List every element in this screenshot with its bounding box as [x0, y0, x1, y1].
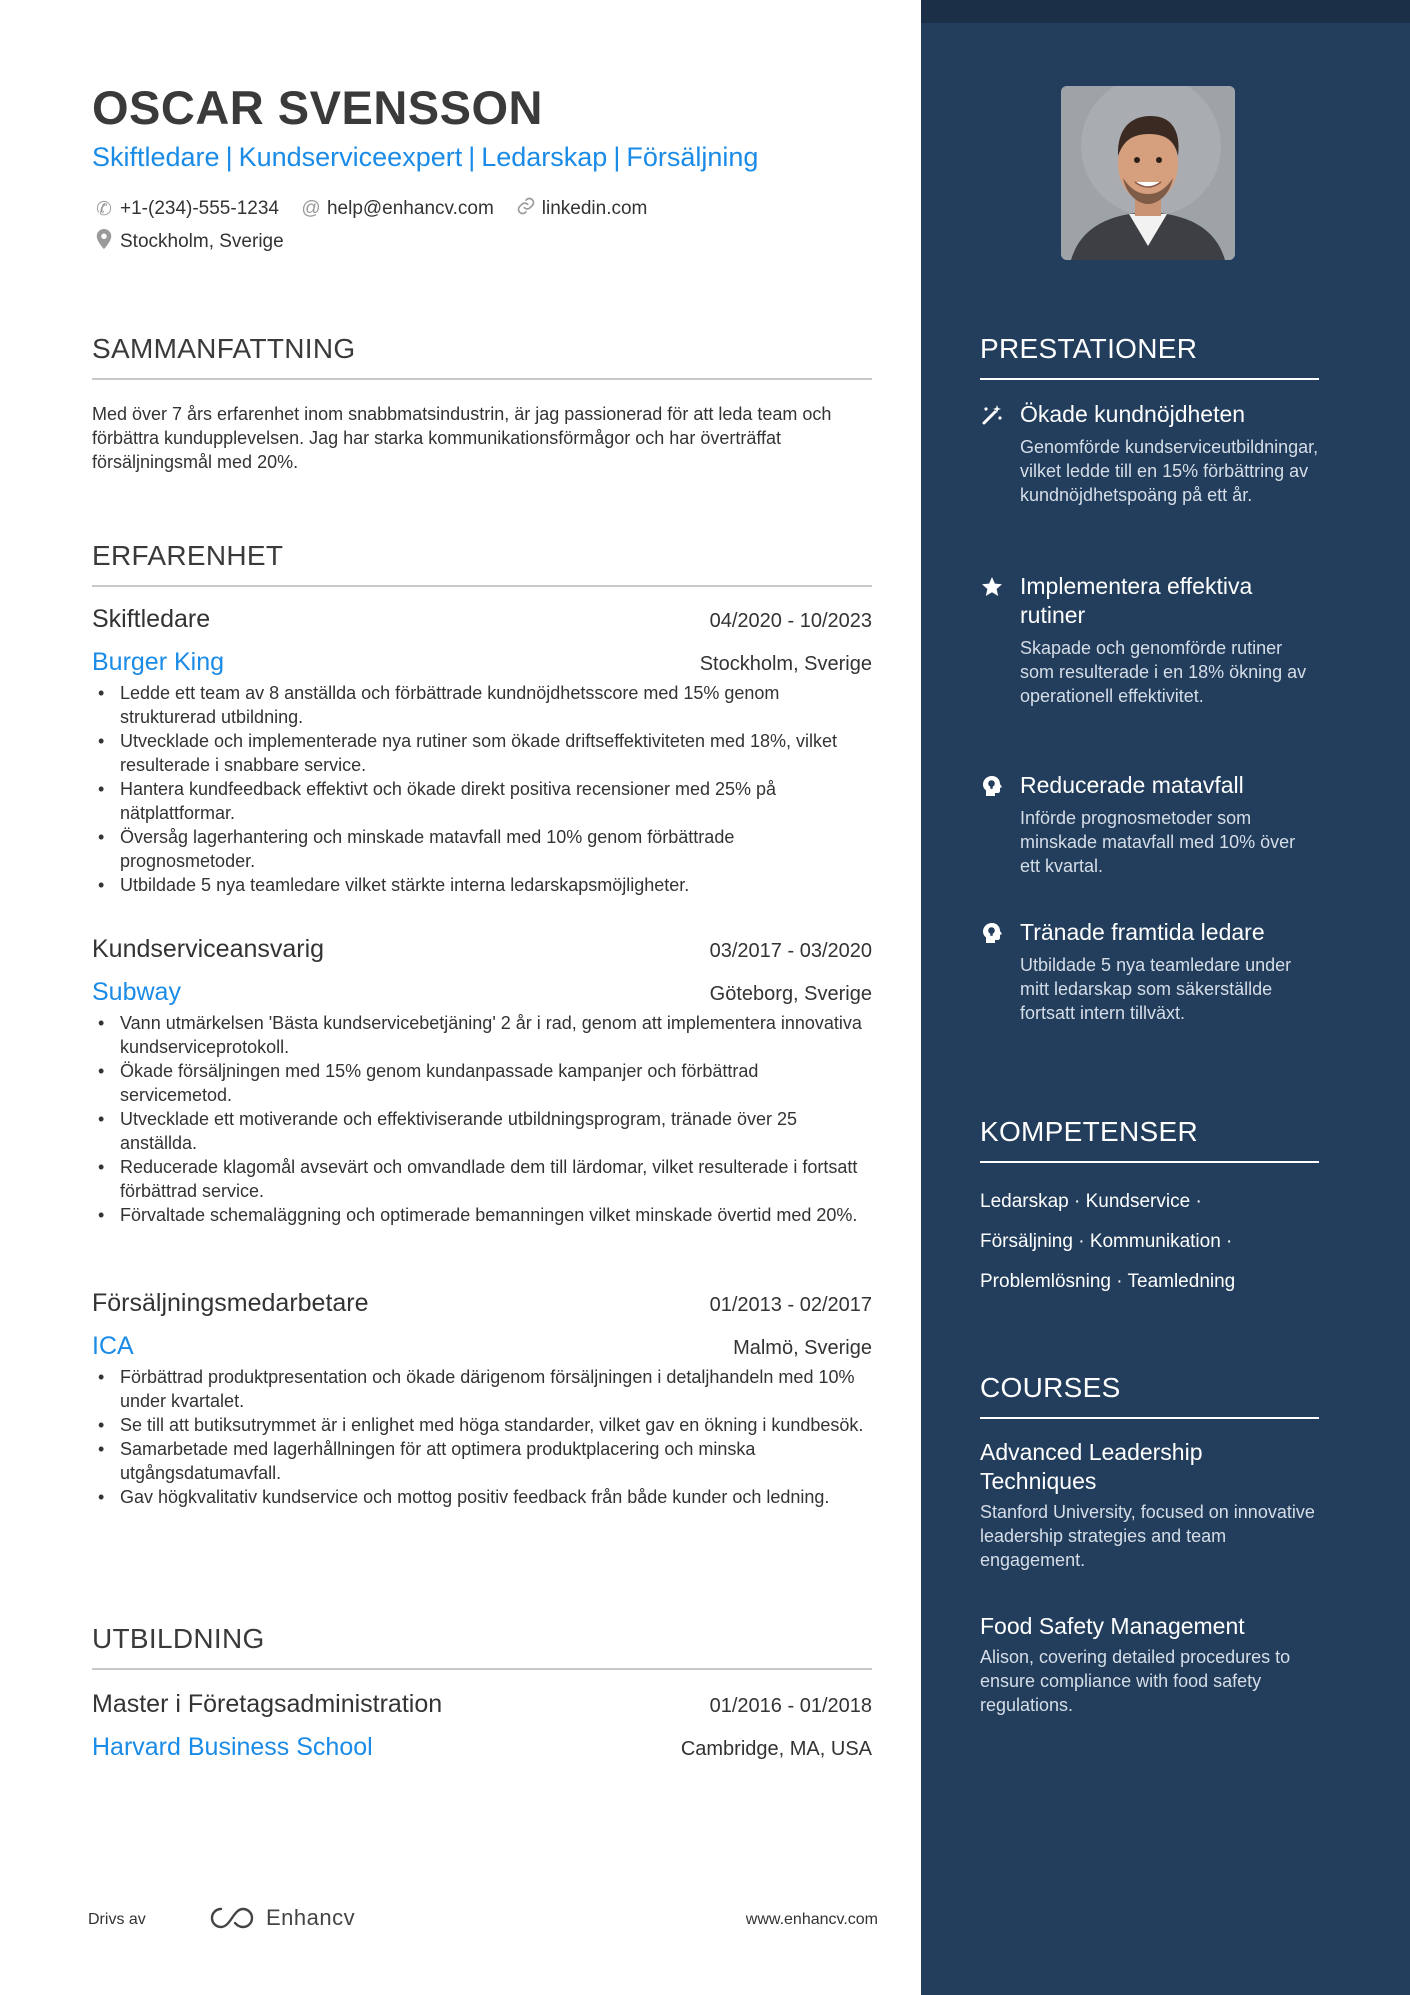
- job-dates: 04/2020 - 10/2023: [709, 610, 872, 632]
- achievement-title: Reducerade matavfall: [1020, 772, 1244, 798]
- tagline-item: Försäljning: [626, 142, 759, 172]
- job-company: ICA: [92, 1332, 134, 1360]
- achievement-title: Implementera effektiva rutiner: [1020, 573, 1253, 628]
- skills-list: [980, 1182, 1320, 1302]
- enhancv-logo[interactable]: [208, 1905, 355, 1931]
- tagline-separator: |: [225, 142, 233, 172]
- course-item: [980, 1438, 1320, 1572]
- job-entry: [92, 605, 872, 897]
- job-bullets: [92, 681, 872, 897]
- job-company: Burger King: [92, 648, 225, 676]
- achievement-title: Ökade kundnöjdheten: [1020, 401, 1246, 427]
- star-icon: [980, 575, 1004, 599]
- brand-text: Enhancv: [266, 1905, 356, 1930]
- courses-heading: COURSES: [980, 1372, 1121, 1403]
- bullet-item: • Samarbetade med lagerhållningen för att optimera produktplacering och minska utgångsdatumavfall.: [92, 1437, 872, 1485]
- tagline-item: Ledarskap: [481, 142, 608, 172]
- summary-heading: SAMMANFATTNING: [92, 333, 356, 364]
- achievement-item: [980, 918, 1320, 1025]
- tagline-separator: |: [468, 142, 476, 172]
- achievement-desc: Genomförde kundserviceutbildningar, vilket ledde till en 15% förbättring av kundnöjdhetspoäng på ett år.: [1020, 437, 1319, 505]
- contact-phone[interactable]: [92, 198, 279, 221]
- bullet-item: • Hantera kundfeedback effektivt och ökade direkt positiva recensioner med 25% på nätplattformar.: [92, 777, 872, 825]
- tagline-item: Kundserviceexpert: [238, 142, 463, 172]
- job-dates: 01/2013 - 02/2017: [709, 1294, 872, 1316]
- head-lightbulb-icon: [980, 774, 1004, 798]
- school-location: Cambridge, MA, USA: [680, 1738, 872, 1760]
- course-desc: Alison, covering detailed procedures to ensure compliance with food safety regulations.: [980, 1647, 1291, 1715]
- skills-heading: KOMPETENSER: [980, 1116, 1199, 1147]
- email-text: help@enhancv.com: [326, 198, 494, 219]
- course-title: Food Safety Management: [980, 1613, 1245, 1639]
- course-title: Advanced Leadership Techniques: [980, 1439, 1203, 1494]
- achievement-desc: Skapade och genomförde rutiner som resulterade i en 18% ökning av operationell effektivitet.: [1020, 638, 1307, 706]
- site-link[interactable]: www.enhancv.com: [745, 1911, 878, 1928]
- job-bullets: [92, 1011, 872, 1227]
- bullet-item: • Gav högkvalitativ kundservice och mottog positiv feedback från både kunder och ledning.: [92, 1485, 872, 1509]
- phone-text: +1-(234)-555-1234: [120, 198, 279, 219]
- bullet-item: • Utvecklade och implementerade nya rutiner som ökade driftseffektiviteten med 18%, vilket resulterade i snabbare service.: [92, 729, 872, 777]
- location-text: Stockholm, Sverige: [120, 231, 284, 252]
- sidebar-divider: [980, 378, 1319, 380]
- profile-photo: [1061, 86, 1235, 260]
- head-lightbulb-icon: [980, 921, 1004, 945]
- achievement-item: [980, 400, 1320, 507]
- bullet-item: • Vann utmärkelsen 'Bästa kundservicebetjäning' 2 år i rad, genom att implementera innovativa kundserviceprotokoll.: [92, 1011, 872, 1059]
- job-location: Göteborg, Sverige: [709, 983, 872, 1005]
- location-pin-icon: [92, 229, 116, 255]
- job-title: Skiftledare: [92, 605, 211, 633]
- footer: [88, 1905, 878, 1945]
- course-item: [980, 1612, 1320, 1717]
- achievement-item: [980, 572, 1320, 708]
- job-entry: [92, 935, 872, 1227]
- at-icon: @: [301, 198, 321, 219]
- education-heading: UTBILDNING: [92, 1623, 265, 1654]
- sidebar-divider: [980, 1417, 1319, 1419]
- bullet-item: • Utbildade 5 nya teamledare vilket stärkte interna ledarskapsmöjligheter.: [92, 873, 872, 897]
- contact-row-location: [92, 229, 304, 255]
- sidebar-top-band: [921, 0, 1410, 23]
- job-title: Kundserviceansvarig: [92, 935, 325, 963]
- achievement-title: Tränade framtida ledare: [1020, 919, 1265, 945]
- contact-row: [92, 196, 667, 222]
- tagline-item: Skiftledare: [92, 142, 220, 172]
- job-entry: [92, 1289, 872, 1509]
- sidebar-divider: [980, 1161, 1319, 1163]
- skills-line: Försäljning · Kommunikation ·: [980, 1231, 1233, 1252]
- experience-heading: ERFARENHET: [92, 540, 284, 571]
- contact-location: [92, 229, 284, 255]
- education-dates: 01/2016 - 01/2018: [709, 1695, 872, 1717]
- achievements-heading: PRESTATIONER: [980, 333, 1198, 364]
- bullet-item: • Ökade försäljningen med 15% genom kundanpassade kampanjer och förbättrad servicemetod.: [92, 1059, 872, 1107]
- achievement-desc: Införde prognosmetoder som minskade matavfall med 10% över ett kvartal.: [1020, 808, 1296, 876]
- powered-by-text: Drivs av: [88, 1911, 146, 1928]
- bullet-item: • Översåg lagerhantering och minskade matavfall med 10% genom förbättrade prognosmetoder.: [92, 825, 872, 873]
- course-desc: Stanford University, focused on innovative leadership strategies and team engagement.: [980, 1502, 1315, 1570]
- job-dates: 03/2017 - 03/2020: [709, 940, 872, 962]
- section-divider: [92, 378, 872, 380]
- job-location: Stockholm, Sverige: [699, 653, 872, 675]
- skills-line: Problemlösning · Teamledning: [980, 1271, 1236, 1292]
- contact-email[interactable]: [299, 198, 494, 220]
- job-location: Malmö, Sverige: [733, 1337, 872, 1359]
- bullet-item: • Utvecklade ett motiverande och effektiviserande utbildningsprogram, tränade över 25 anställda.: [92, 1107, 872, 1155]
- achievement-item: [980, 771, 1320, 878]
- school-name: Harvard Business School: [92, 1733, 373, 1761]
- bullet-item: • Reducerade klagomål avsevärt och omvandlade dem till lärdomar, vilket resulterade i fortsatt förbättrad service.: [92, 1155, 872, 1203]
- linkedin-text: linkedin.com: [541, 198, 648, 219]
- degree-title: Master i Företagsadministration: [92, 1690, 443, 1718]
- bullet-item: • Se till att butiksutrymmet är i enlighet med höga standarder, vilket gav en ökning i kundbesök.: [92, 1413, 872, 1437]
- contact-linkedin[interactable]: [514, 196, 648, 222]
- candidate-name: OSCAR SVENSSON: [92, 81, 543, 134]
- education-entry: [92, 1690, 872, 1762]
- job-bullets: [92, 1365, 872, 1509]
- job-company: Subway: [92, 978, 181, 1006]
- magic-wand-icon: [980, 403, 1004, 427]
- job-title: Försäljningsmedarbetare: [92, 1289, 369, 1317]
- tagline: [92, 142, 758, 173]
- bullet-item: • Förvaltade schemaläggning och optimerade bemanningen vilket minskade övertid med 20%.: [92, 1203, 872, 1227]
- summary-text: Med över 7 års erfarenhet inom snabbmatsindustrin, är jag passionerad för att leda team och förbättra kundupplevelsen. Jag har starka kommunikationsförmågor och har överträffat försäljningsmål med 20%.: [92, 404, 832, 472]
- bullet-item: • Förbättrad produktpresentation och ökade därigenom försäljningen i detaljhandeln med 10% under kvartalet.: [92, 1365, 872, 1413]
- skills-line: Ledarskap · Kundservice ·: [980, 1191, 1202, 1212]
- link-icon: [514, 196, 538, 222]
- section-divider: [92, 1668, 872, 1670]
- phone-icon: ✆: [96, 198, 112, 220]
- achievement-desc: Utbildade 5 nya teamledare under mitt ledarskap som säkerställde fortsatt intern tillväxt.: [1020, 955, 1292, 1023]
- section-divider: [92, 585, 872, 587]
- infinity-logo-icon: [208, 1905, 256, 1931]
- bullet-item: • Ledde ett team av 8 anställda och förbättrade kundnöjdhetsscore med 15% genom strukturerad utbildning.: [92, 681, 872, 729]
- tagline-separator: |: [613, 142, 621, 172]
